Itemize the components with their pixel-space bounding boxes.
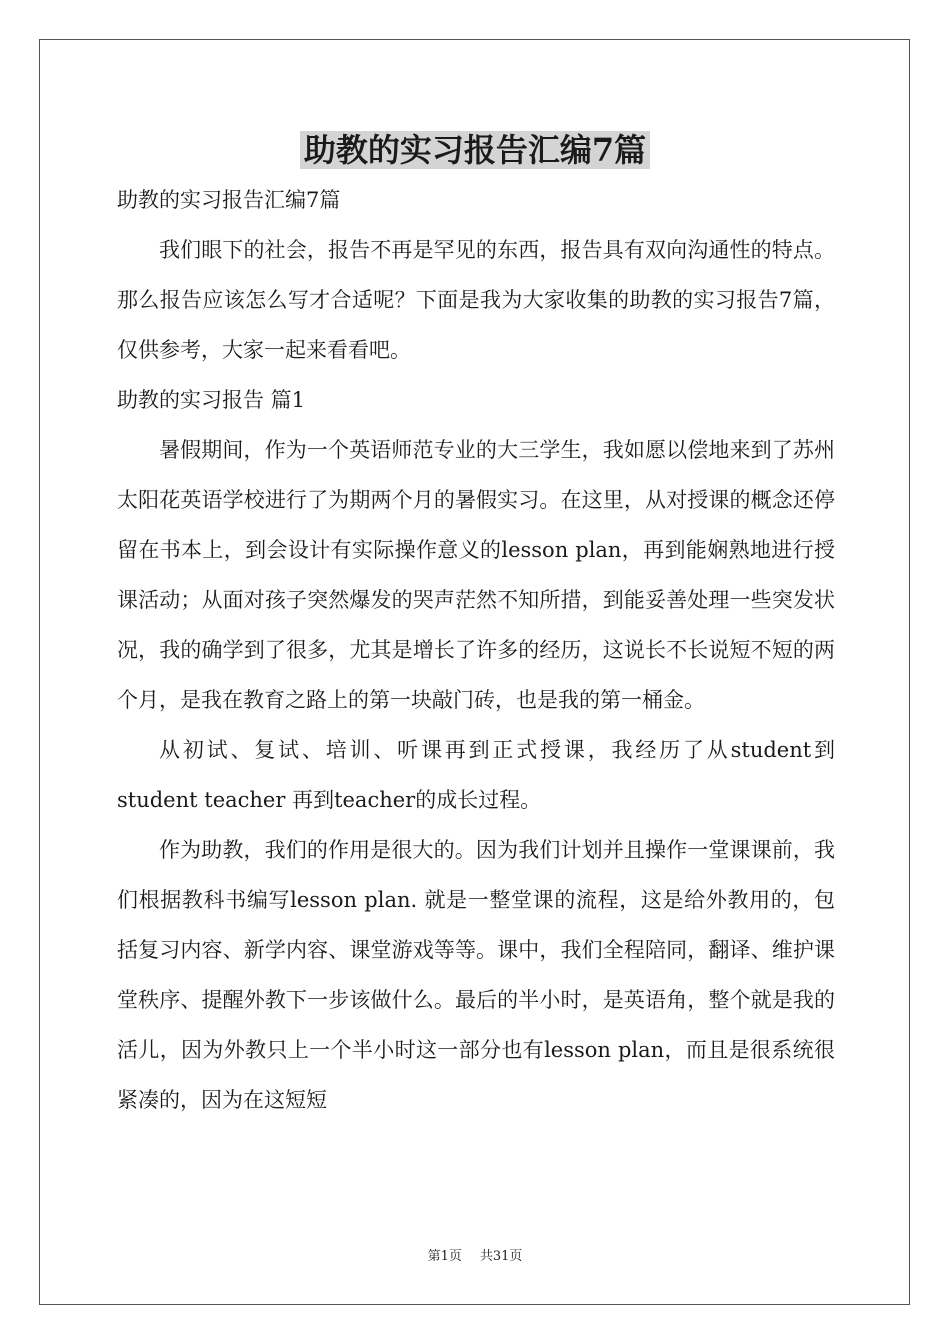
section-heading: 助教的实习报告 篇1	[117, 388, 306, 412]
page-footer	[0, 1245, 950, 1264]
document-title	[0, 124, 950, 176]
document-body	[117, 175, 835, 1125]
body-paragraph: 作为助教，我们的作用是很大的。因为我们计划并且操作一堂课课前，我们根据教科书编写lesson plan. 就是一整堂课的流程，这是给外教用的，包括复习内容、新学内容、课堂游戏等等。课中，我们全程陪同，翻译、维护课堂秩序、提醒外教下一步该做什么。最后的半小时，是英语角，整个就是我的活儿，因为外教只上一个半小时这一部分也有lesson plan，而且是很系统很紧凑的，因为在这短短	[117, 838, 835, 1112]
section-heading: 助教的实习报告汇编7篇	[117, 188, 341, 212]
document-title-text: 助教的实习报告汇编7篇	[300, 131, 650, 169]
page-total: 共31页	[479, 1249, 523, 1264]
body-paragraph: 从初试、复试、培训、听课再到正式授课，我经历了从student到student teacher 再到teacher的成长过程。	[117, 738, 835, 812]
body-paragraph: 我们眼下的社会，报告不再是罕见的东西，报告具有双向沟通性的特点。那么报告应该怎么写才合适呢？下面是我为大家收集的助教的实习报告7篇，仅供参考，大家一起来看看吧。	[117, 238, 835, 362]
page-number: 第1页	[427, 1249, 462, 1264]
body-paragraph: 暑假期间，作为一个英语师范专业的大三学生，我如愿以偿地来到了苏州太阳花英语学校进行了为期两个月的暑假实习。在这里，从对授课的概念还停留在书本上，到会设计有实际操作意义的lesson plan，再到能娴熟地进行授课活动；从面对孩子突然爆发的哭声茫然不知所措，到能妥善处理一些突发状况，我的确学到了很多，尤其是增长了许多的经历，这说长不长说短不短的两个月，是我在教育之路上的第一块敲门砖，也是我的第一桶金。	[117, 438, 835, 712]
